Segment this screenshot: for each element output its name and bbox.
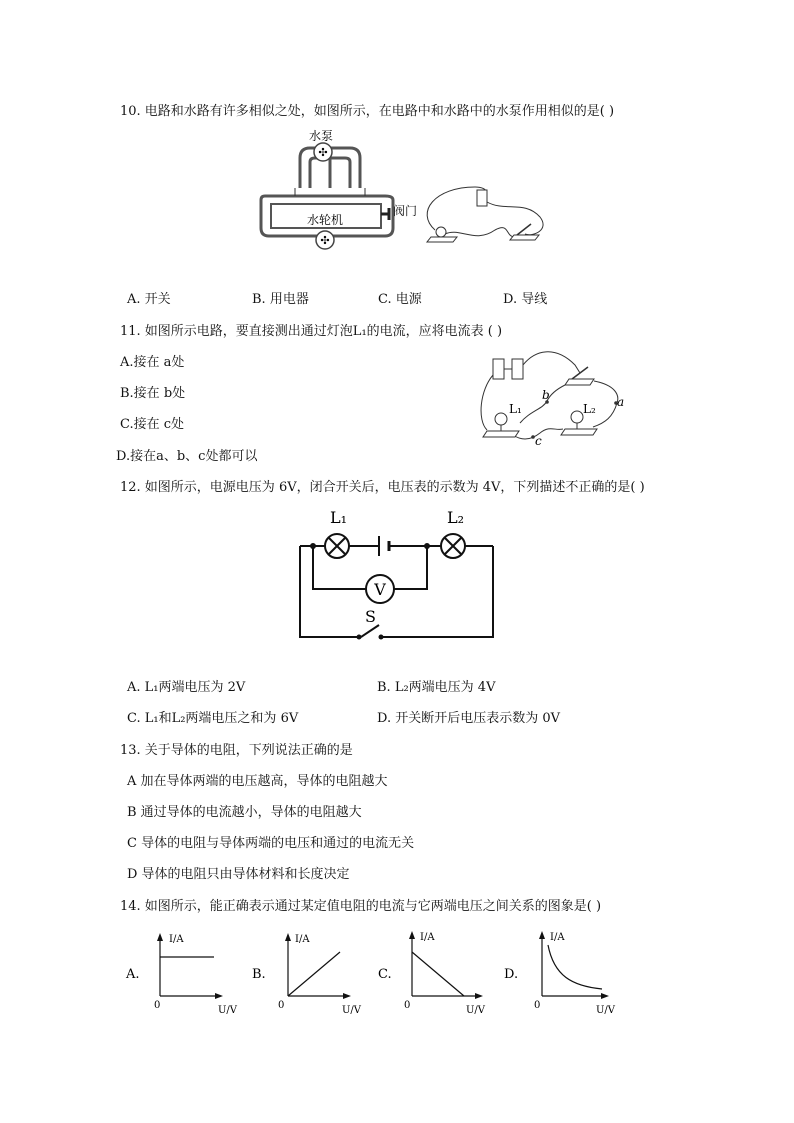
- q13-option-d: D 导体的电阻只由导体材料和长度决定: [127, 867, 350, 882]
- q14-graph-b-ylabel: I/A: [295, 934, 310, 945]
- q14-graph-b-origin: 0: [278, 1000, 285, 1011]
- valve-label: 阀门: [393, 204, 418, 218]
- q14-graph-b-xlabel: U/V: [342, 1005, 362, 1016]
- q14-graph-a-ylabel: I/A: [169, 934, 184, 945]
- q12-option-a: A. L₁两端电压为 2V: [127, 680, 246, 695]
- q10-option-b: B. 用电器: [252, 292, 309, 307]
- q14-graph-d-xlabel: U/V: [596, 1005, 616, 1016]
- q12-option-d: D. 开关断开后电压表示数为 0V: [377, 711, 561, 726]
- q14-graph-d-origin: 0: [534, 1000, 541, 1011]
- q14-graph-b-letter: B.: [252, 967, 266, 982]
- q13-option-a: A 加在导体两端的电压越高，导体的电阻越大: [127, 774, 388, 789]
- q14-graph-d-ylabel: I/A: [550, 932, 565, 943]
- q12-option-b: B. L₂两端电压为 4V: [377, 680, 496, 695]
- q11-L2-label: L₂: [583, 402, 596, 416]
- q11-b-label: b: [542, 388, 550, 402]
- q10-electric-circuit-figure: [415, 182, 550, 252]
- q12-switch-label: S: [365, 607, 376, 626]
- q14-graph-a: [120, 928, 250, 1016]
- q11-a-label: a: [617, 395, 625, 409]
- q12-option-c: C. L₁和L₂两端电压之和为 6V: [127, 711, 299, 726]
- q11-option-d: D.接在a、b、c处都可以: [116, 449, 258, 464]
- q14-graph-c-xlabel: U/V: [466, 1005, 486, 1016]
- svg-text:✣: ✣: [318, 146, 328, 159]
- turbine-label: 水轮机: [306, 213, 344, 227]
- q13-option-b: B 通过导体的电流越小，导体的电阻越大: [127, 805, 362, 820]
- q11-option-b: B.接在 b处: [120, 386, 186, 401]
- q14-question: 14. 如图所示，能正确表示通过某定值电阻的电流与它两端电压之间关系的图象是( ): [120, 899, 602, 914]
- svg-text:✣: ✣: [320, 234, 330, 247]
- q12-L1-label: L₁: [330, 508, 348, 527]
- q13-question: 13. 关于导体的电阻，下列说法正确的是: [120, 743, 353, 758]
- q10-option-d: D. 导线: [503, 292, 548, 307]
- q14-graph-c: [374, 928, 504, 1016]
- q10-question: 10. 电路和水路有许多相似之处，如图所示，在电路中和水路中的水泵作用相似的是( ): [120, 104, 615, 119]
- q14-graph-b: [248, 928, 378, 1016]
- q11-c-label: c: [535, 434, 542, 448]
- q10-water-circuit-figure: [255, 128, 405, 258]
- q11-option-a: A.接在 a处: [120, 355, 185, 370]
- q13-option-c: C 导体的电阻与导体两端的电压和通过的电流无关: [127, 836, 415, 851]
- q14-graph-d: [502, 928, 632, 1016]
- q11-circuit-figure: [475, 345, 630, 448]
- q14-graph-a-xlabel: U/V: [218, 1005, 238, 1016]
- pump-label: 水泵: [308, 129, 334, 143]
- q12-circuit-figure: [295, 505, 500, 640]
- q10-option-c: C. 电源: [378, 292, 422, 307]
- q11-question: 11. 如图所示电路，要直接测出通过灯泡L₁的电流，应将电流表 ( ): [120, 324, 503, 339]
- q11-option-c: C.接在 c处: [120, 417, 185, 432]
- q11-L1-label: L₁: [509, 402, 522, 416]
- q14-graph-c-origin: 0: [404, 1000, 411, 1011]
- q10-option-a: A. 开关: [127, 292, 171, 307]
- q14-graph-d-letter: D.: [504, 967, 519, 982]
- q12-voltmeter-label: V: [374, 580, 386, 599]
- q14-graph-a-letter: A.: [126, 967, 140, 982]
- q14-graph-c-letter: C.: [378, 967, 392, 982]
- q12-question: 12. 如图所示，电源电压为 6V，闭合开关后，电压表的示数为 4V，下列描述不正确的是( ): [120, 480, 645, 495]
- q14-graph-c-ylabel: I/A: [420, 932, 435, 943]
- q12-L2-label: L₂: [447, 508, 465, 527]
- q14-graph-a-origin: 0: [154, 1000, 161, 1011]
